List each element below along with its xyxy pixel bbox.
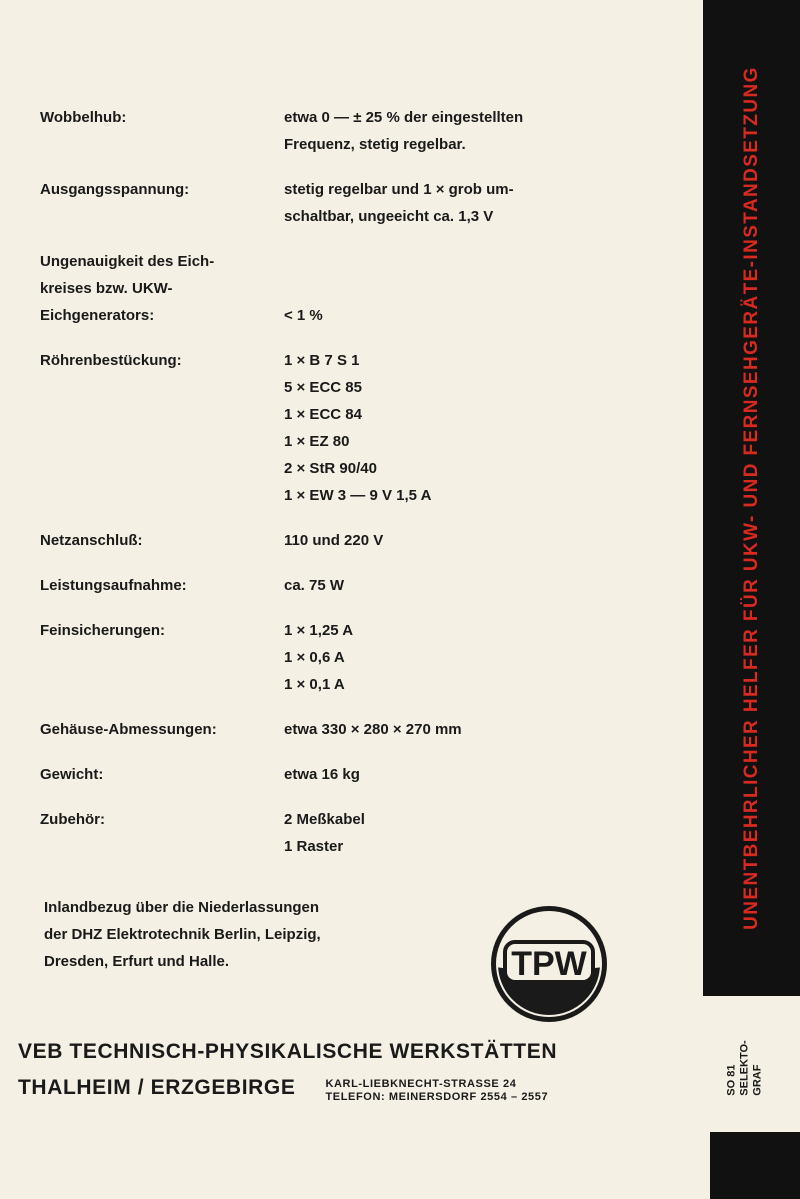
spec-list (40, 104, 680, 878)
bottom-band (710, 1132, 800, 1199)
spec-value: etwa 330 × 280 × 270 mm (284, 721, 462, 738)
spec-row (40, 617, 680, 698)
spec-row (40, 806, 680, 860)
spec-value: ca. 75 W (284, 577, 345, 594)
spec-row (40, 248, 680, 329)
spec-row (40, 527, 680, 554)
model-label: SO 81 SELEKTO- GRAF (725, 1040, 764, 1096)
spec-label: Feinsicherungen: (40, 622, 166, 639)
spec-value: etwa 0 — ± 25 % der eingestellten Frequenz, stetig regelbar. (284, 109, 524, 153)
company-block (18, 1040, 638, 1104)
company-address: KARL-LIEBKNECHT-STRASSE 24 TELEFON: MEINERSDORF 2554 – 2557 (325, 1078, 549, 1103)
spec-value: 1 × 1,25 A 1 × 0,6 A 1 × 0,1 A (284, 622, 354, 693)
distribution-note: Inlandbezug über die Niederlassungen der DHZ Elektrotechnik Berlin, Leipzig, Dresden, Erfurt und Halle. (44, 899, 321, 970)
spec-row (40, 104, 680, 158)
spec-row (40, 716, 680, 743)
spec-row (40, 572, 680, 599)
spec-value: stetig regelbar und 1 × grob um- schaltbar, ungeeicht ca. 1,3 V (284, 181, 514, 225)
spec-label: Zubehör: (40, 811, 105, 828)
spec-label: Wobbelhub: (40, 109, 127, 126)
spec-label: Gewicht: (40, 766, 104, 783)
tpw-logo (489, 904, 609, 1024)
spec-value: etwa 16 kg (284, 766, 360, 783)
spec-value: 110 und 220 V (284, 532, 384, 549)
spec-row (40, 761, 680, 788)
spec-label: Netzanschluß: (40, 532, 143, 549)
spec-value: 2 Meßkabel 1 Raster (284, 811, 365, 855)
spec-label: Ungenauigkeit des Eich- kreises bzw. UKW- Eichgenerators: (40, 253, 215, 324)
company-name: VEB TECHNISCH-PHYSIKALISCHE WERKSTÄTTEN (18, 1040, 558, 1063)
spec-value: 1 × B 7 S 1 5 × ECC 85 1 × ECC 84 1 × EZ 80 2 × StR 90/40 1 × EW 3 — 9 V 1,5 A (284, 352, 432, 504)
spec-row (40, 347, 680, 509)
spec-label: Leistungsaufnahme: (40, 577, 187, 594)
logo-text: TPW (511, 945, 587, 983)
spec-label: Röhrenbestückung: (40, 352, 182, 369)
spec-row (40, 176, 680, 230)
spec-value: < 1 % (284, 307, 323, 324)
sidebar-slogan: UNENTBEHRLICHER HELFER FÜR UKW- UND FERNSEHGERÄTE-INSTANDSETZUNG (740, 66, 762, 930)
company-city: THALHEIM / ERZGEBIRGE (18, 1076, 296, 1099)
spec-label: Gehäuse-Abmessungen: (40, 721, 217, 738)
spec-label: Ausgangsspannung: (40, 181, 190, 198)
